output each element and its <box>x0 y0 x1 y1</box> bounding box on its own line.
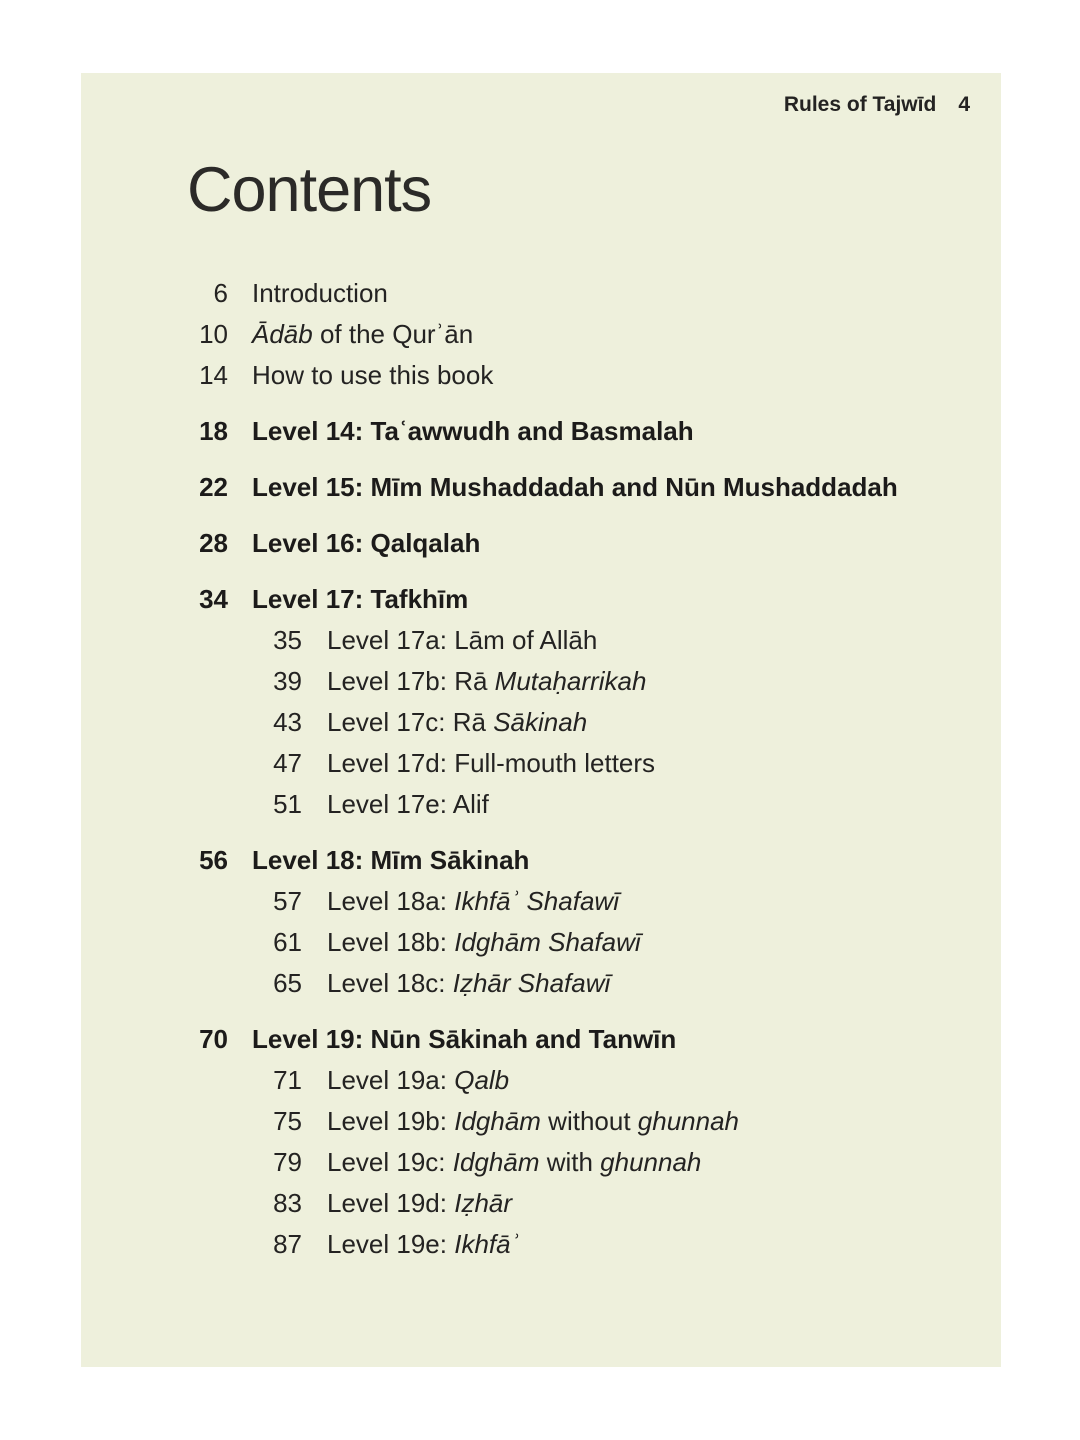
toc-entry-label: How to use this book <box>252 360 494 390</box>
toc-entry-page-number: 43 <box>273 707 302 737</box>
toc-entry-page-number: 18 <box>199 416 228 446</box>
toc-entry-label: Level 18a: Ikhfāʾ Shafawī <box>327 886 619 916</box>
toc-entry-label: Level 16: Qalqalah <box>252 528 481 558</box>
toc-entry <box>81 881 1001 922</box>
toc-entry-page-number: 83 <box>273 1188 302 1218</box>
running-header-title: Rules of Tajwīd <box>783 93 937 116</box>
toc-entry-page-number: 87 <box>273 1229 302 1259</box>
toc-entry <box>81 579 1001 620</box>
toc-entry-page-number: 35 <box>273 625 302 655</box>
toc-entry-label: Ādāb of the Qurʾān <box>252 319 474 349</box>
toc-entry-label: Level 19b: Idghām without ghunnah <box>327 1106 740 1136</box>
toc-entry-page-number: 14 <box>199 360 228 390</box>
toc-list <box>81 273 1001 1265</box>
toc-entry <box>81 467 1001 508</box>
toc-entry-page-number: 22 <box>199 472 228 502</box>
toc-entry-page-number: 57 <box>273 886 302 916</box>
toc-entry-page-number: 56 <box>199 845 228 875</box>
toc-entry-label: Level 17c: Rā Sākinah <box>327 707 588 737</box>
toc-entry <box>81 1019 1001 1060</box>
page-title: Contents <box>187 155 432 225</box>
toc-entry <box>81 273 1001 314</box>
toc-entry-label: Level 17a: Lām of Allāh <box>327 625 598 655</box>
toc-entry <box>81 1224 1001 1265</box>
running-header <box>784 93 970 117</box>
toc-entry-page-number: 6 <box>213 278 228 308</box>
toc-entry-page-number: 75 <box>273 1106 302 1136</box>
toc-entry-label: Level 19c: Idghām with ghunnah <box>327 1147 702 1177</box>
toc-entry <box>81 620 1001 661</box>
toc-entry <box>81 922 1001 963</box>
toc-entry-label: Level 14: Taʿawwudh and Basmalah <box>252 416 694 446</box>
toc-entry-label: Level 19a: Qalb <box>327 1065 510 1095</box>
toc-entry-page-number: 61 <box>273 927 302 957</box>
toc-entry-page-number: 47 <box>273 748 302 778</box>
toc-entry-label: Level 18: Mīm Sākinah <box>252 845 530 875</box>
toc-entry <box>81 355 1001 396</box>
toc-entry-label: Level 17b: Rā Mutaḥarrikah <box>327 666 647 696</box>
book-page <box>81 73 1001 1367</box>
running-header-page-number: 4 <box>958 93 970 116</box>
toc-entry-label: Level 17d: Full-mouth letters <box>327 748 656 778</box>
toc-entry <box>81 314 1001 355</box>
toc-entry-label: Level 17: Tafkhīm <box>252 584 469 614</box>
toc-entry <box>81 840 1001 881</box>
toc-entry <box>81 1142 1001 1183</box>
toc-entry-label: Level 19d: Iẓhār <box>327 1188 513 1218</box>
toc-entry-page-number: 65 <box>273 968 302 998</box>
toc-entry <box>81 702 1001 743</box>
toc-entry <box>81 523 1001 564</box>
toc-entry <box>81 743 1001 784</box>
toc-entry-label: Level 15: Mīm Mushaddadah and Nūn Mushaddadah <box>252 472 898 502</box>
toc-entry-page-number: 10 <box>199 319 228 349</box>
toc-entry-page-number: 71 <box>273 1065 302 1095</box>
toc-entry-label: Level 19e: Ikhfāʾ <box>327 1229 520 1259</box>
toc-entry <box>81 411 1001 452</box>
toc-entry <box>81 1183 1001 1224</box>
toc-entry-label: Level 18b: Idghām Shafawī <box>327 927 641 957</box>
toc-entry-page-number: 79 <box>273 1147 302 1177</box>
toc-entry-label: Introduction <box>252 278 388 308</box>
toc-entry <box>81 784 1001 825</box>
toc-entry-page-number: 51 <box>273 789 302 819</box>
toc-entry-label: Level 18c: Iẓhār Shafawī <box>327 968 611 998</box>
toc-entry-page-number: 39 <box>273 666 302 696</box>
toc-entry <box>81 661 1001 702</box>
toc-entry-label: Level 17e: Alif <box>327 789 489 819</box>
toc-entry <box>81 963 1001 1004</box>
toc-entry <box>81 1060 1001 1101</box>
toc-entry-label: Level 19: Nūn Sākinah and Tanwīn <box>252 1024 677 1054</box>
toc-entry <box>81 1101 1001 1142</box>
toc-entry-page-number: 70 <box>199 1024 228 1054</box>
toc-entry-page-number: 28 <box>199 528 228 558</box>
toc-entry-page-number: 34 <box>199 584 228 614</box>
